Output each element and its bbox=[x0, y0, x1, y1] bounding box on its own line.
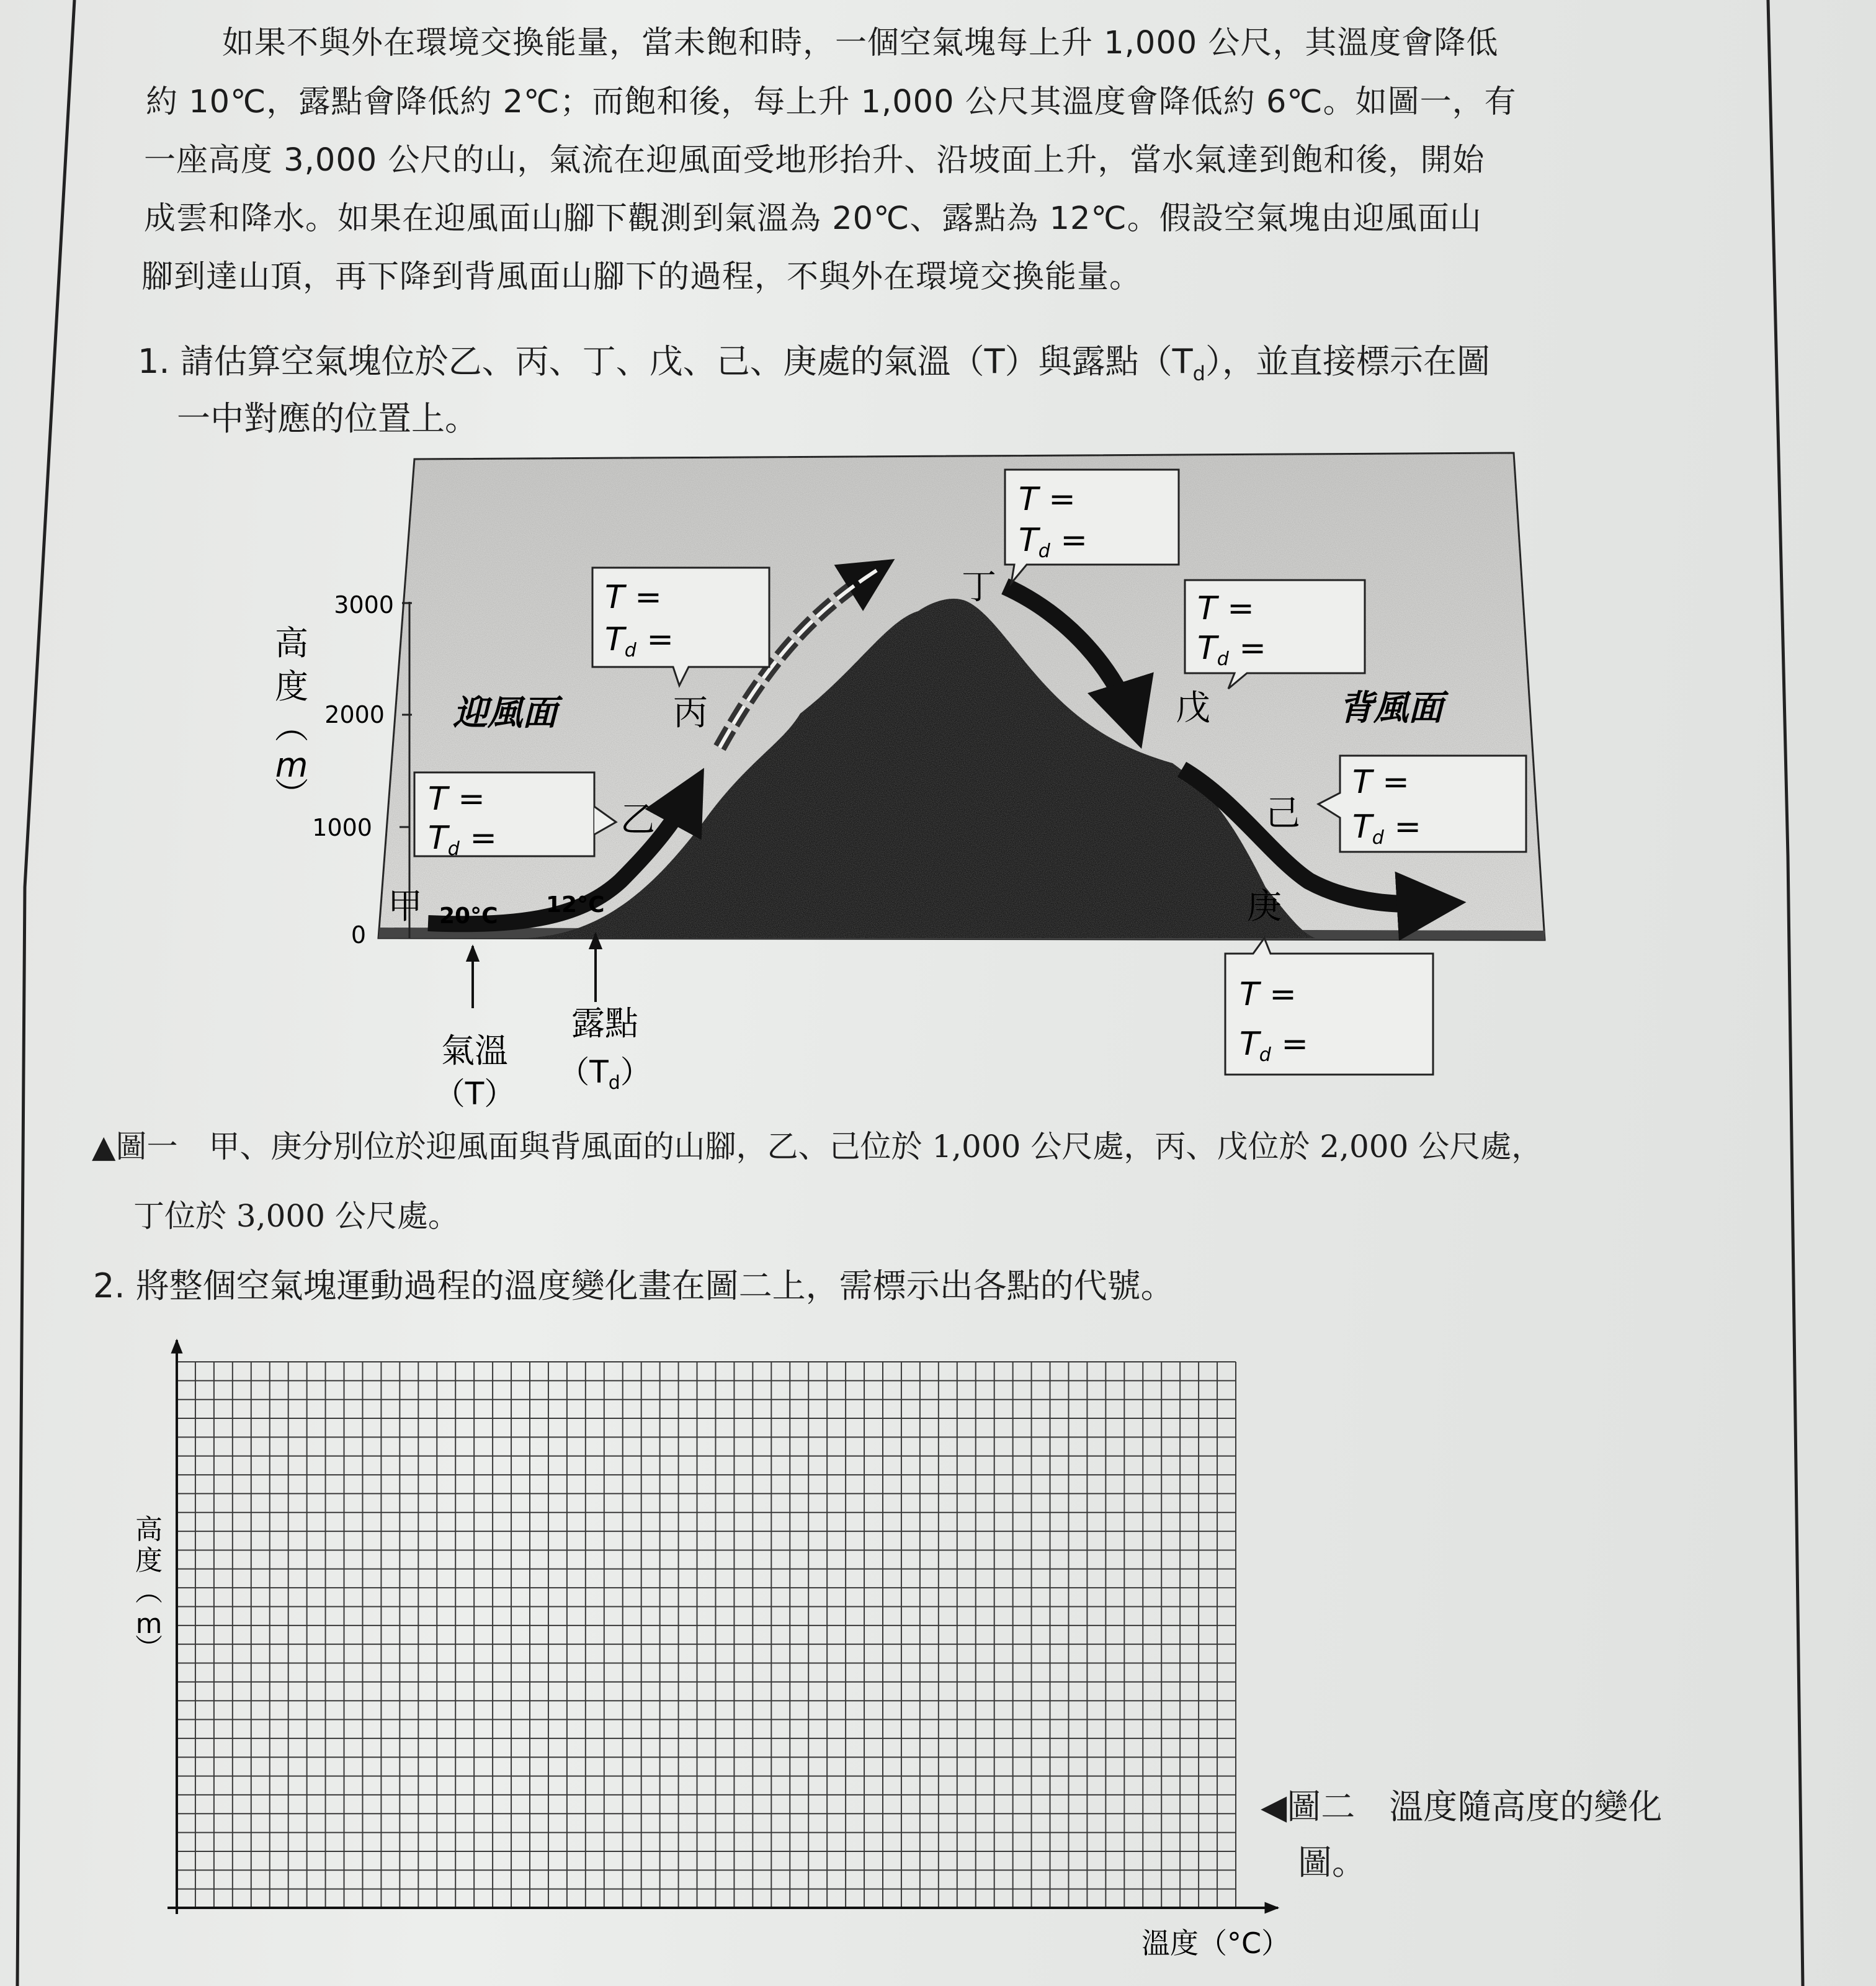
surface-temperature: 20°C bbox=[439, 903, 498, 929]
intro-line-2: 約 10℃，露點會降低約 2℃；而飽和後，每上升 1,000 公尺其溫度會降低約 6℃。如圖一，有 bbox=[146, 84, 1517, 120]
question-1 bbox=[138, 335, 1490, 385]
svg-text:度: 度 bbox=[275, 667, 308, 706]
question-1-text-end: ），並直接標示在圖 bbox=[1205, 342, 1490, 381]
figure-1-y-axis-title bbox=[275, 624, 308, 815]
dewpoint-pointer-symbol: $(T_d)$ bbox=[558, 1054, 651, 1094]
figure-1-caption-line-2: 丁位於 3,000 公尺處。 bbox=[133, 1198, 459, 1234]
question-1-line-2: 一中對應的位置上。 bbox=[177, 399, 478, 438]
intro-line-1: 如果不與外在環境交換能量，當未飽和時，一個空氣塊每上升 1,000 公尺，其溫度會降低 bbox=[222, 25, 1499, 61]
question-1-text: 1. 請估算空氣塊位於乙、丙、丁、戊、己、庚處的氣溫（T）與露點（T bbox=[138, 342, 1193, 381]
callout-wu bbox=[1185, 580, 1365, 689]
svg-text:T =: T = bbox=[1197, 590, 1254, 627]
svg-text:Td =: Td = bbox=[1240, 1026, 1308, 1066]
intro-line-3: 一座高度 3,000 公尺的山，氣流在迎風面受地形抬升、沿坡面上升，當水氣達到飽和後，開始 bbox=[144, 142, 1485, 179]
callout-bing bbox=[592, 568, 769, 686]
svg-text:m: m bbox=[135, 1608, 163, 1640]
y-tick-2000: 2000 bbox=[324, 701, 385, 728]
temperature-pointer-symbol: （T） bbox=[434, 1076, 516, 1112]
svg-text:Td =: Td = bbox=[428, 820, 497, 860]
point-wu-label: 戊 bbox=[1176, 688, 1210, 728]
callout-ji bbox=[1318, 756, 1526, 852]
callout-yi bbox=[414, 772, 616, 860]
svg-text:︵: ︵ bbox=[275, 707, 308, 746]
svg-text:T =: T = bbox=[1240, 976, 1297, 1013]
svg-text:m: m bbox=[275, 746, 308, 785]
leeward-label: 背風面 bbox=[1339, 688, 1443, 728]
graph-grid[interactable] bbox=[177, 1362, 1236, 1908]
question-2: 2. 將整個空氣塊運動過程的溫度變化畫在圖二上，需標示出各點的代號。 bbox=[93, 1266, 1174, 1305]
svg-text:︶: ︶ bbox=[135, 1633, 163, 1665]
point-ji-label: 己 bbox=[1266, 794, 1300, 834]
svg-text:︶: ︶ bbox=[275, 776, 308, 815]
svg-text:︵: ︵ bbox=[135, 1576, 163, 1608]
point-yi-label: 乙 bbox=[620, 800, 655, 840]
point-geng-label: 庚 bbox=[1247, 887, 1282, 927]
point-bing-label: 丙 bbox=[673, 693, 708, 733]
point-jia-label: 甲 bbox=[388, 887, 422, 927]
svg-text:Td =: Td = bbox=[605, 621, 674, 661]
svg-text:T =: T = bbox=[1019, 481, 1076, 518]
figure-1-caption-line-1: ▲圖一 甲、庚分別位於迎風面與背風面的山腳，乙、己位於 1,000 公尺處，丙、戊位於 2,000 公尺處， bbox=[92, 1129, 1543, 1165]
figure-2-blank-graph bbox=[112, 1322, 1352, 1979]
svg-text:度: 度 bbox=[135, 1545, 163, 1577]
temperature-pointer-label: 氣溫 bbox=[441, 1031, 508, 1070]
y-tick-0: 0 bbox=[351, 921, 366, 949]
svg-text:Td =: Td = bbox=[1352, 808, 1421, 849]
svg-text:高: 高 bbox=[135, 1514, 163, 1545]
figure-2-x-axis-title: 溫度（°C） bbox=[1141, 1926, 1290, 1960]
question-1-subscript: d bbox=[1192, 361, 1205, 385]
y-tick-3000: 3000 bbox=[334, 591, 394, 619]
callout-geng bbox=[1225, 938, 1433, 1075]
figure-2-caption-line-2: 圖。 bbox=[1298, 1843, 1367, 1882]
surface-dewpoint: 12°C bbox=[546, 892, 605, 918]
figure-2-caption-line-1: ◀圖二 溫度隨高度的變化 bbox=[1261, 1787, 1663, 1827]
svg-text:T =: T = bbox=[605, 579, 662, 616]
y-tick-1000: 1000 bbox=[312, 814, 372, 841]
point-ding-label: 丁 bbox=[962, 567, 996, 607]
intro-line-5: 腳到達山頂，再下降到背風面山腳下的過程，不與外在環境交換能量。 bbox=[141, 259, 1142, 295]
intro-line-4: 成雲和降水。如果在迎風面山腳下觀測到氣溫為 20℃、露點為 12℃。假設空氣塊由迎風面山 bbox=[144, 200, 1482, 237]
figure-1-mountain-diagram bbox=[236, 441, 1638, 1129]
figure-2-y-axis-title bbox=[135, 1514, 163, 1665]
svg-text:高: 高 bbox=[275, 624, 308, 663]
svg-text:T =: T = bbox=[428, 781, 485, 818]
svg-text:Td =: Td = bbox=[1197, 630, 1266, 670]
dewpoint-pointer-label: 露點 bbox=[571, 1004, 638, 1043]
windward-label: 迎風面 bbox=[453, 693, 557, 733]
svg-text:Td =: Td = bbox=[1019, 522, 1088, 562]
svg-text:T =: T = bbox=[1352, 764, 1409, 801]
